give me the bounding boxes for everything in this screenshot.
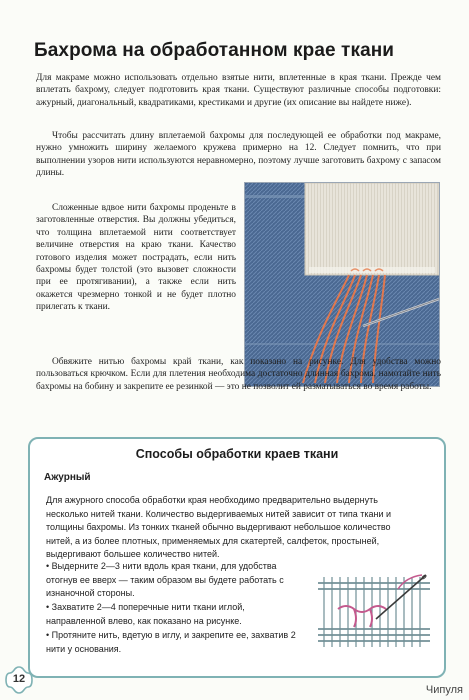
box-intro: Для ажурного способа обработки края необходимо предварительно выдернуть несколько нитей ткани. Количество выдергиваемых нитей зависит от типа ткани и толщины бахромы. Из тонких тканей обычно выдергивают небольшое количество нитей, а из более плотных, применяемых для скатертей, салфеток, простыней, выдергивают большее количество нитей.	[46, 495, 392, 560]
box-subtitle: Ажурный	[44, 472, 91, 483]
paragraph-intro: Для макраме можно использовать отдельно взятые нити, вплетенные в края ткани. Прежде чем вплетать бахрому, следует подготовить края ткани. Существуют различные способы подготовки: ажурный, диагональный, квадратиками, крестиками и другие (их описание вы найдете ниже).	[36, 73, 441, 108]
watermark: Чипуля	[425, 684, 463, 696]
page-number-badge	[4, 665, 34, 695]
weave-diagram	[318, 569, 430, 649]
bullet-item: • Протяните нить, вдетую в иглу, и закрепите ее, захватив 2 нити у основания.	[46, 630, 296, 654]
methods-box	[28, 437, 446, 678]
bullet-item: • Выдерните 2—3 нити вдоль края ткани, для удобства отогнув ее вверх — таким образом вы будете работать с изнаночной стороны.	[46, 561, 284, 599]
paragraph-tying: Обвяжите нитью бахромы край ткани, как показано на рисунке. Для удобства можно пользоваться крючком. Если для плетения необходима достаточно длинная бахрома, намотайте нить бахромы на бобину и закрепите ее резинкой — это не позволит ей разматываться во время работы.	[36, 357, 441, 392]
box-title: Способы обработки краев ткани	[135, 447, 339, 461]
page-title: Бахрома на обработанном крае ткани	[34, 40, 395, 61]
paragraph-threading: Сложенные вдвое нити бахромы проденьте в заготовленные отверстия. Вы должны убедиться, что толщина вплетаемой нити соответствует величине отверстия на краю ткани. Качество готового изделия может пострадать, если нить бахромы будет толстой (это вызовет сложности при ее протягивании), а также если нить окажется чрезмерно тонкой и не будет плотно прилегать к ткани.	[36, 203, 236, 313]
bullet-item: • Захватите 2—4 поперечные нити ткани иглой, направленной влево, как показано на рисунке.	[46, 602, 245, 626]
page-number: 12	[12, 673, 26, 685]
paragraph-length: Чтобы рассчитать длину вплетаемой бахромы для последующей ее обработки под макраме, нужно умножить ширину желаемого кружева примерно на 12. Следует помнить, что при выполнении узоров нити используются неравномерно, поэтому лучше заготовить бахрому с запасом длины.	[36, 131, 441, 179]
